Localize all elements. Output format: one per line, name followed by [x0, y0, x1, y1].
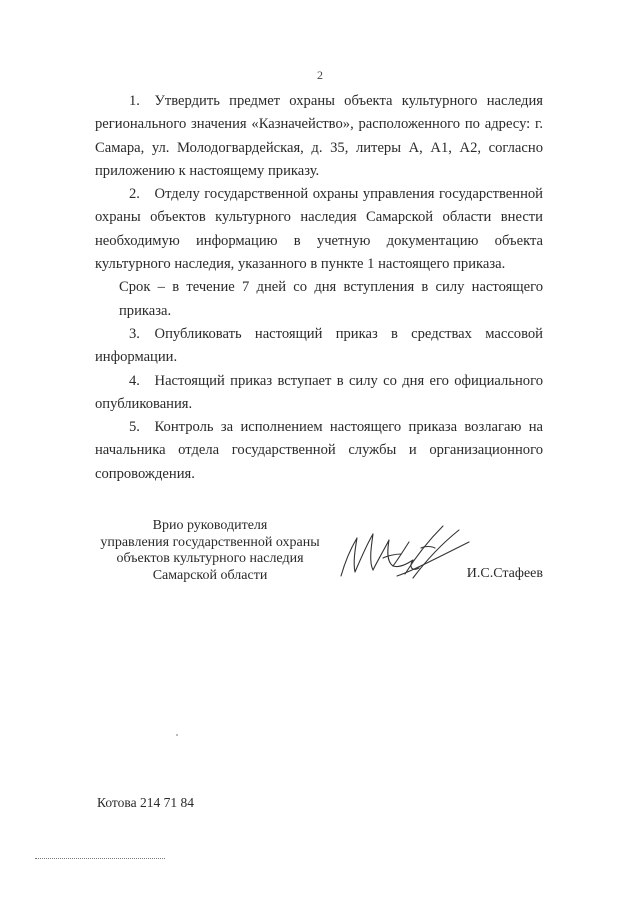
page-number: 2 [317, 68, 323, 82]
paragraph-approve-protection: 1. Утвердить предмет охраны объекта культурного наследия регионального значения «Казначейство», расположенного по адресу: г. Самара, ул. Молодогвардейская, д. 35, литеры А, А1, А2, согласно приложению к настоящему приказу. [95, 93, 543, 179]
handwritten-signature [335, 518, 475, 586]
position-line: Врио руководителя [152, 518, 268, 533]
footer-rule [35, 858, 165, 859]
scan-speck [176, 734, 178, 736]
paragraph-department-task: 2. Отделу государственной охраны управления государственной охраны объектов культурного наследия Самарской области внести необходимую информацию в учетную документацию объекта культурного наследия, указанного в пункте 1 настоящего приказа. [95, 186, 543, 273]
paragraph-deadline: Срок – в течение 7 дней со дня вступления в силу настоящего приказа. [119, 279, 543, 319]
paragraph-publish: 3. Опубликовать настоящий приказ в средствах массовой информации. [95, 325, 543, 366]
executor-contact: Котова 214 71 84 [97, 795, 194, 810]
position-line: объектов культурного наследия [116, 551, 304, 566]
signatory-position [95, 518, 325, 584]
paragraph-control: 5. Контроль за исполнением настоящего приказа возлагаю на начальника отдела государственной службы и организационного сопровождения. [95, 419, 543, 482]
signature-block [95, 518, 543, 588]
paragraph-effective-date: 4. Настоящий приказ вступает в силу со дня его официального опубликования. [95, 372, 543, 412]
order-body [95, 90, 543, 486]
position-line: управления государственной охраны [100, 534, 320, 550]
position-line: Самарской области [152, 567, 268, 583]
signatory-name: И.С.Стафеев [466, 566, 543, 581]
